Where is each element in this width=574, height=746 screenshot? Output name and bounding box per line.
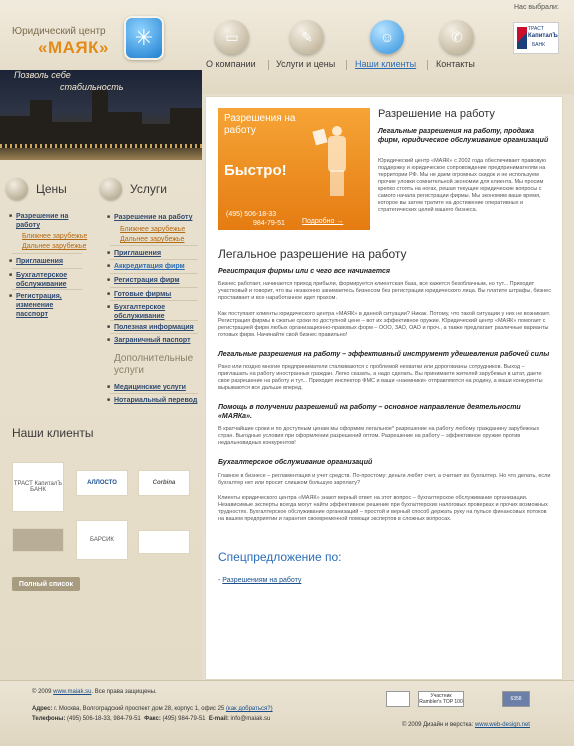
promo-phone <box>226 210 285 228</box>
menu-divider <box>110 273 198 274</box>
slogan: Позволь себе <box>14 70 71 80</box>
article-paragraph: Как поступают клиенты юридического центра «МАЯК» в данной ситуации? Никак. Потому, что такой ситуации у них не возникает. Регистрация фирмы в сжатые сроки по доступной цене – вот их эффективное оружие. Юридический центр «МАЯК» помогает с регистрацией фирм любых организационно-правовых форм – ООО, ЗАО, ОАО и проч., а также предлагает различные варианты готовых фирм. Начинайте свой бизнес правильно! <box>218 311 551 338</box>
footer-design <box>402 721 530 729</box>
clients-nav-icon[interactable]: ☺ <box>370 20 404 54</box>
services-item-registration[interactable]: ■ Регистрация фирм <box>114 276 200 285</box>
page-title: Разрешение на работу <box>378 108 495 120</box>
nav-services[interactable]: Услуги и цены <box>276 59 336 69</box>
bank-mark-icon <box>517 27 527 49</box>
promo-more-link[interactable]: Подробно → <box>302 218 344 225</box>
extra-item-translation[interactable]: ■ Нотариальный перевод <box>114 396 200 405</box>
article-paragraph: Клиенты юридического центра «МАЯК» знают верный ответ на этот вопрос – бухгалтерское обслуживание организации. Независимые эксперты всегда могут найти эффективное решение при бухгалтерских налоговых проверках и прочих возможных трудностях. Бухгалтерское обслуживание организаций – простой и верный способ держать руку на пульсе финансовых потоков на вашем предприятии и гарантия своевременной помощи экспертов в сложных вопросах. <box>218 495 548 522</box>
client-logo-barsik[interactable]: БАРСИК <box>76 520 128 560</box>
services-item-far-abroad[interactable]: Дальнее зарубежье <box>120 236 185 243</box>
phones-label: Телефоны: <box>32 716 66 722</box>
how-to-get-link[interactable]: (как добраться?) <box>225 706 273 712</box>
design-site-link[interactable]: www.web-design.net <box>474 722 530 728</box>
logo-text[interactable]: Юридический центр <box>12 26 106 37</box>
services-nav-icon[interactable]: ✎ <box>290 20 324 54</box>
client-logo-trust[interactable]: ТРАСТ КапиталЪ БАНК <box>12 462 64 512</box>
prices-item-far-abroad[interactable]: Дальнее зарубежье <box>22 243 87 250</box>
prices-icon <box>6 178 28 200</box>
article-paragraph: Главное в бизнесе – регламентация и учет средств. По-простому: деньги любят счет, а считает их бухгалтер. Но что делать, если бухгалтер нет или просит слишком большую зарплату? <box>218 473 551 486</box>
copyright-prefix: © 2009 <box>32 689 54 695</box>
article-heading: Бухгалтерское обслуживание организаций <box>218 459 373 466</box>
article-heading: Легальные разрешения на работу – эффективный инструмент удешевления рабочей силы <box>218 351 550 358</box>
rambler-top100-badge[interactable]: Участник Rambler's TOP 100 <box>419 693 463 705</box>
counter-badge[interactable]: 6358 <box>502 691 530 707</box>
intro-text: Юридический центр «МАЯК» с 2002 года обеспечивает правовую поддержку и юридическое сопровождение предпринимателям на территории РФ. Мы не даем огромных скидок и не используем прочие уловки сомнительной экономии для клиента. Мы просим крепко стоять на ногах, решая текущие юридические вопросы с самого начала регистрации фирмы. Мы экономим ваше время, которое вы затем тратите на достижение оперативных и стратегических целей вашего бизнеса. <box>378 158 547 213</box>
article-paragraph: Бизнес работает, начинается приход прибыли, формируется клиентская база, все кажется безоблачным, но тут... Приходит участковый и говорит, что вы незаконно занимаетесь бизнесом без регистрации юридического лица. Вы платите штрафы, бизнес простаивает и все наработанное идет прахом. <box>218 281 551 301</box>
promo-fast: Быстро! <box>224 162 287 179</box>
article-heading: Регистрация фирмы или с чего все начинается <box>218 268 390 275</box>
services-icon <box>100 178 122 200</box>
site-link[interactable]: www.maiak.su <box>53 689 92 695</box>
phones-value: (495) 506-18-33, 984-79-51 <box>67 716 141 722</box>
lighthouse-logo-icon[interactable]: ✳ <box>124 16 164 60</box>
nav-about[interactable]: О компании <box>206 59 256 69</box>
clients-title: Наши клиенты <box>12 426 94 440</box>
prices-item-near-abroad[interactable]: Ближнее зарубежье <box>22 233 88 240</box>
page-subtitle: Легальные разрешения на работу, продажа фирм, юридическое обслуживание организаций <box>378 128 549 144</box>
email-value[interactable]: info@maiak.su <box>230 716 271 722</box>
prices-item-work-permit[interactable]: ■ Разрешение на работу <box>16 212 76 230</box>
services-item-useful-info[interactable]: ■ Полезная информация <box>114 323 200 332</box>
menu-divider <box>110 393 198 394</box>
counter-badge[interactable] <box>386 691 410 707</box>
menu-divider <box>110 259 198 260</box>
prices-title: Цены <box>36 182 67 196</box>
design-prefix: © 2009 Дизайн и верстка: <box>402 722 475 728</box>
slogan: стабильность <box>60 82 124 92</box>
footer-contacts <box>32 715 270 723</box>
promo-title: Разрешения на работу <box>224 113 296 136</box>
bank-logo-line: КапиталЪ <box>528 33 558 39</box>
bank-logo-line: ТРАСТ <box>528 26 544 32</box>
copyright-suffix: . Все права защищены. <box>91 689 157 695</box>
client-logo-4[interactable] <box>12 528 64 552</box>
client-logo-allosto[interactable]: АЛЛОСТО <box>76 470 128 496</box>
about-nav-icon[interactable]: ▭ <box>215 20 249 54</box>
article-heading: Помощь в получении разрешений на работу – основное направление деятельности «МАЯКа». <box>218 404 521 420</box>
person-with-paper-icon <box>324 126 352 196</box>
special-offer-item: - Разрешениям на работу <box>218 577 302 584</box>
menu-divider <box>110 333 198 334</box>
extra-item-medical[interactable]: ■ Медицинские услуги <box>114 383 200 392</box>
services-item-work-permit[interactable]: ■ Разрешение на работу <box>114 213 200 222</box>
nav-contacts[interactable]: Контакты <box>436 59 475 69</box>
article-paragraph: В кратчайшие сроки и по доступным ценам мы оформим легальное* разрешение на работу любому гражданину зарубежных стран. Выгодные условия при оформлении разрешений оптом. Разрешение на работу – эффективное оружие против недальновидных конкурентов! <box>218 426 540 446</box>
nav-separator <box>268 60 269 70</box>
nav-separator <box>346 60 347 70</box>
promo-phone-line: (495) 506-18-33 <box>226 211 277 218</box>
services-item-invitations[interactable]: ■ Приглашения <box>114 249 200 258</box>
bank-logo[interactable] <box>513 22 559 54</box>
menu-divider <box>110 300 198 301</box>
special-offer-title: Спецпредложение по: <box>218 550 342 564</box>
bank-logo-line: БАНК <box>532 42 546 48</box>
email-label: E-mail: <box>208 716 229 722</box>
extra-services-title: Дополнительные услуги <box>114 353 194 376</box>
promo-phone-line: 984-79-51 <box>253 220 285 227</box>
menu-divider <box>110 287 198 288</box>
client-logo-6[interactable] <box>138 530 190 554</box>
menu-divider <box>12 268 82 269</box>
menu-divider <box>110 245 198 246</box>
footer-address <box>32 705 273 713</box>
menu-divider <box>110 320 198 321</box>
we-chose-label: Нас выбрали: <box>514 4 559 11</box>
special-offer-link[interactable]: Разрешениям на работу <box>222 577 302 584</box>
prices-item-registration[interactable]: ■ Регистрация, изменение пасспорт <box>16 292 86 319</box>
address-label: Адрес: <box>32 706 53 712</box>
logo-name[interactable]: «МАЯК» <box>38 38 109 57</box>
nav-clients[interactable]: Наши клиенты <box>355 59 417 69</box>
prices-item-accounting[interactable]: ■ Бухгалтерское обслуживание <box>16 271 82 289</box>
nav-separator <box>427 60 428 70</box>
prices-item-invitations[interactable]: ■ Приглашения <box>16 257 78 266</box>
services-item-near-abroad[interactable]: Ближнее зарубежье <box>120 226 186 233</box>
promo-banner[interactable] <box>218 108 370 230</box>
full-list-button[interactable]: Полный список <box>12 577 80 591</box>
address-value: г. Москва, Волгоградский проспект дом 28, корпус 1, офис 25 <box>54 706 225 712</box>
services-title: Услуги <box>130 182 167 196</box>
services-item-ready-firms[interactable]: ■ Готовые фирмы <box>114 290 200 299</box>
client-logo-corbina[interactable]: Corbina <box>138 470 190 496</box>
menu-divider <box>12 253 82 254</box>
services-item-accounting[interactable]: ■ Бухгалтерское обслуживание <box>114 303 180 321</box>
article-title: Легальное разрешение на работу <box>218 247 407 261</box>
fax-label: Факс: <box>144 716 161 722</box>
footer-copyright <box>32 688 157 696</box>
fax-value: (495) 984-79-51 <box>162 716 206 722</box>
services-item-passport[interactable]: ■ Заграничный паспорт <box>114 336 200 345</box>
contacts-nav-icon[interactable]: ✆ <box>440 20 474 54</box>
menu-divider <box>12 289 82 290</box>
article-paragraph: Рано или поздно многие предприниматели сталкиваются с проблемой нехватки или дороговизны сотрудников. Выход – приглашать на работу иностранных граждан. Легко сказать, а надо сделать. Вы принимаете жителей зарубежья в штат, даете свое разрешение на работу и тут... Приходит инспектор ФМС и ваши «наемники» отправляются на родину, а ваши конкуренты вырываются все дальше вперед. <box>218 364 543 391</box>
services-item-accreditation[interactable]: ■ Аккредитация фирм <box>114 262 200 271</box>
